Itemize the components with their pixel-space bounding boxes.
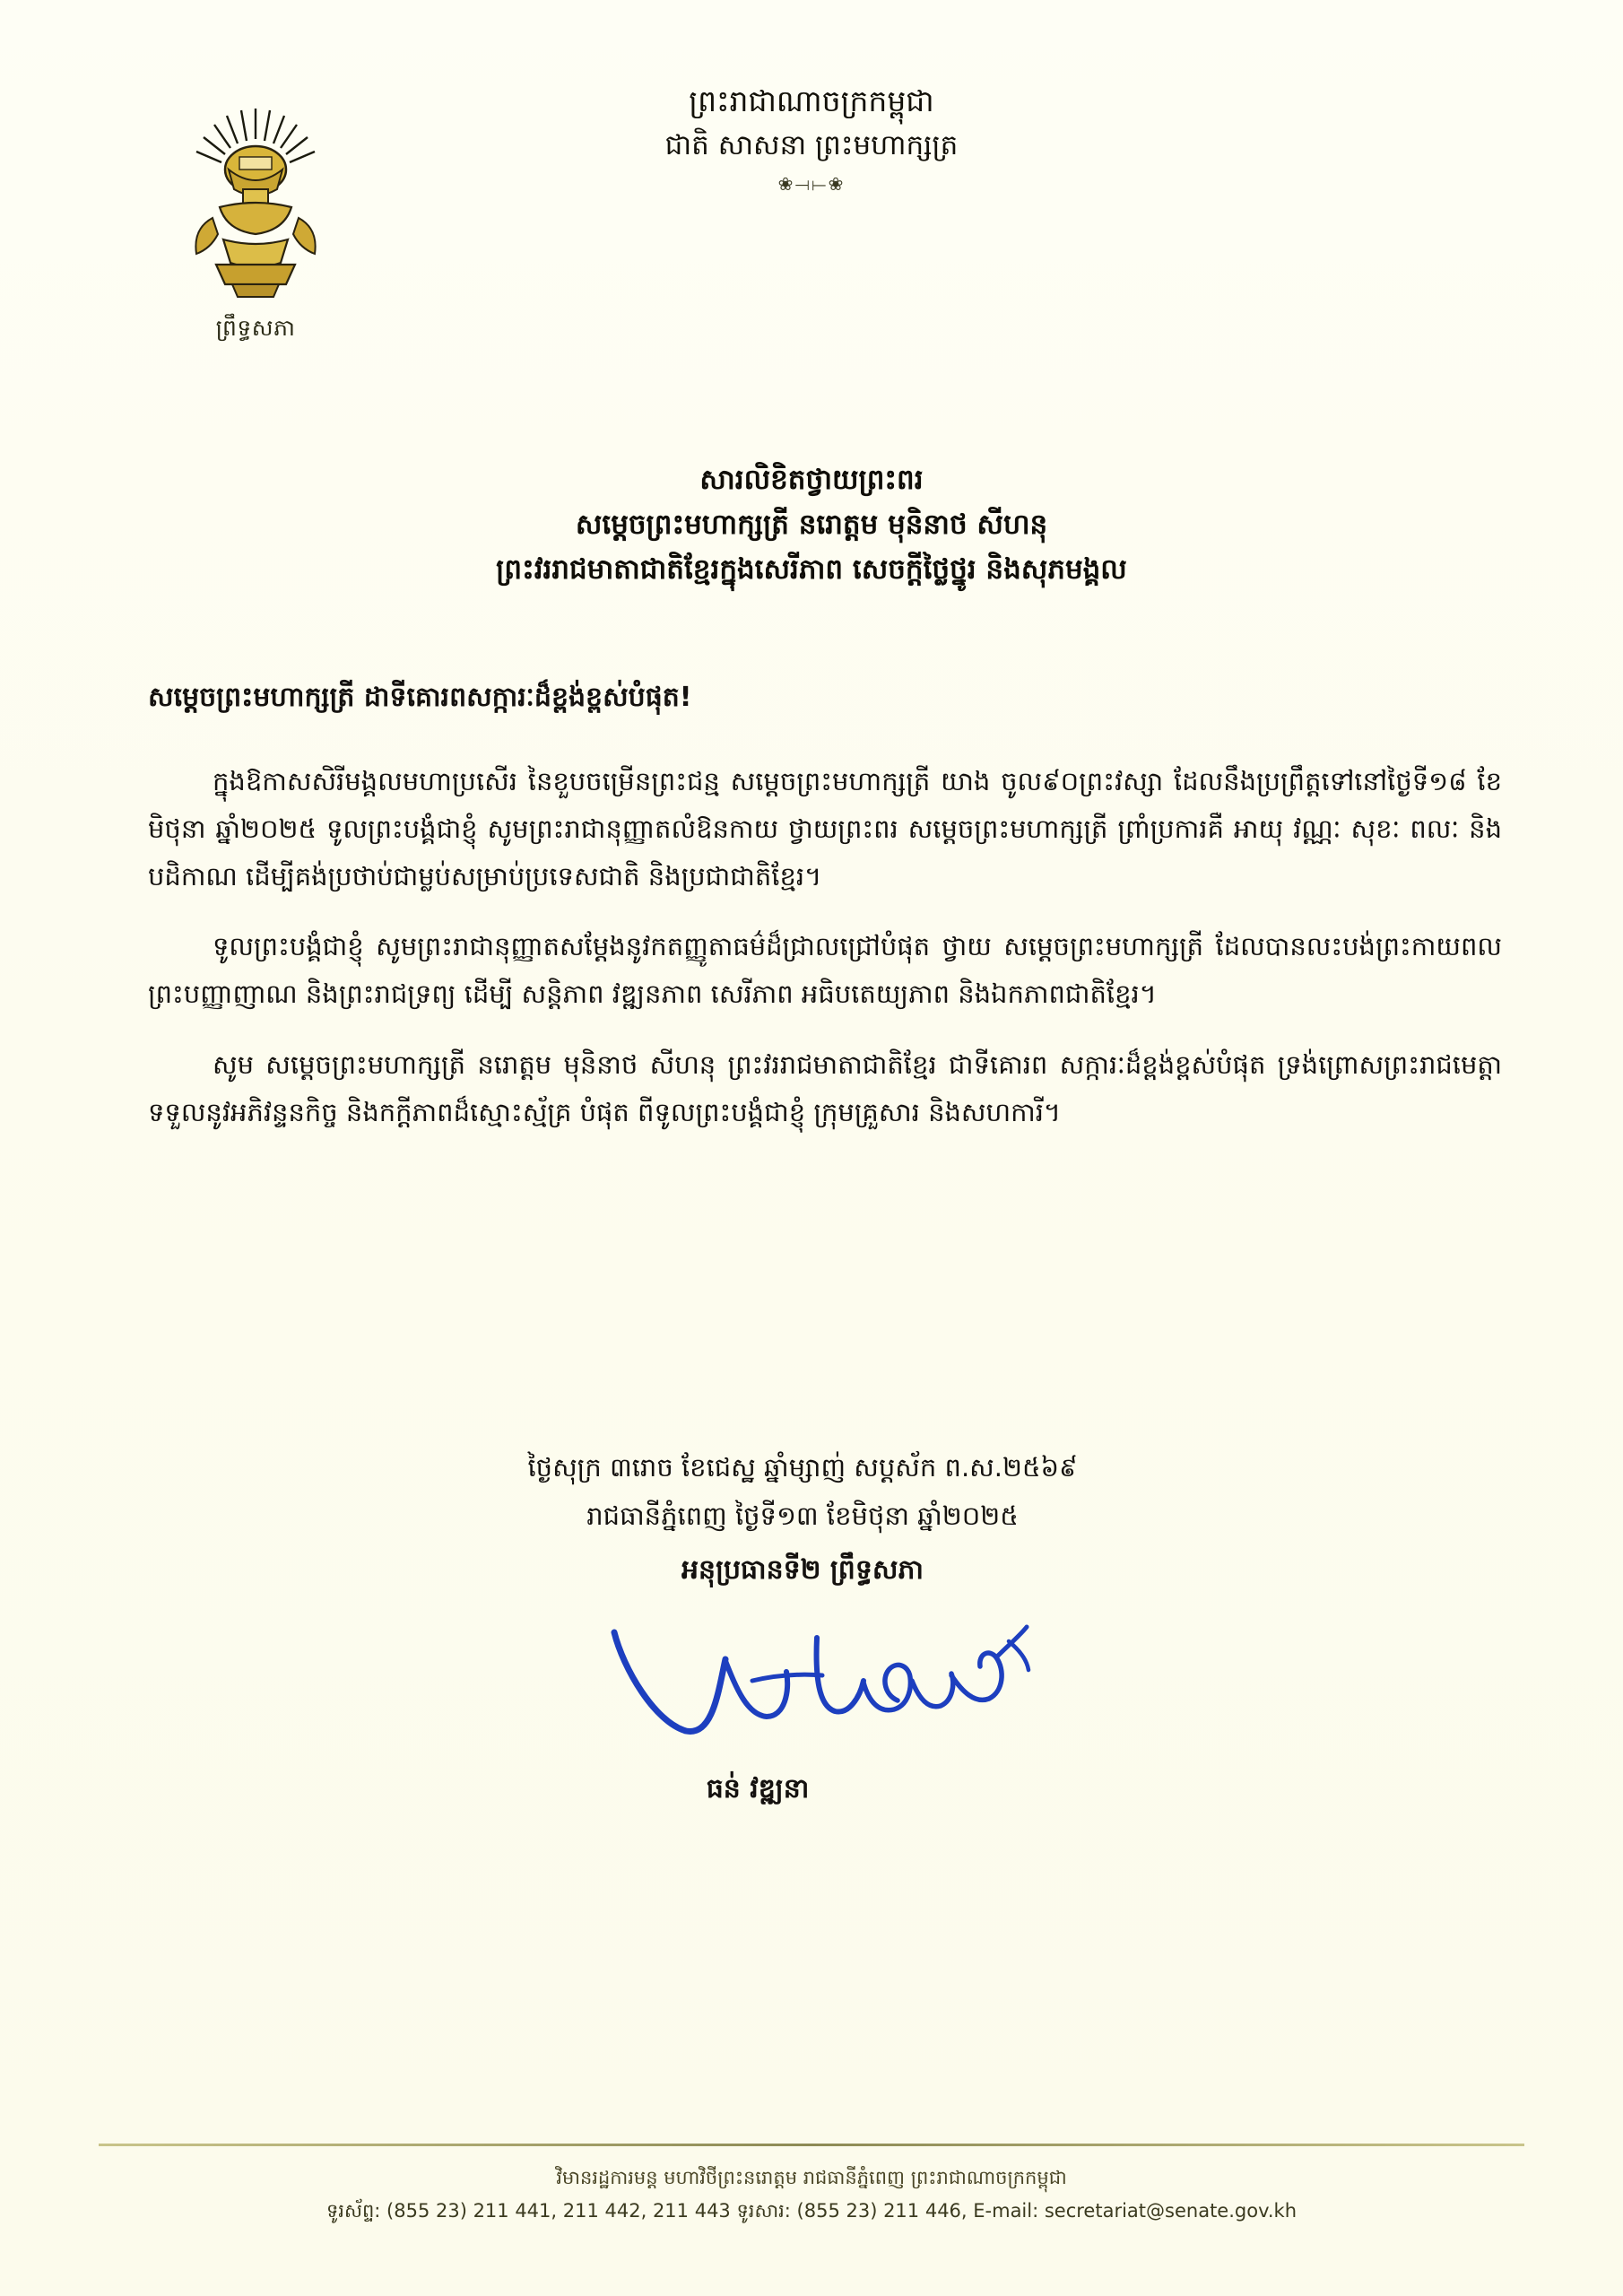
body-paragraph: ទូលព្រះបង្គំជាខ្ញុំ សូមព្រះរាជានុញ្ញាតសម្ដែងនូវកតញ្ញូតាធម៌ដ៏ជ្រាលជ្រៅបំផុត ថ្វាយ សម្ដេចព្រះមហាក្សត្រី ដែលបានលះបង់ព្រះកាយពល ព្រះបញ្ញាញាណ និងព្រះរាជទ្រព្យ ដើម្បី សន្តិភាព វឌ្ឍនភាព សេរីភាព អធិបតេយ្យភាព និងឯកភាពជាតិខ្មែរ។ — [148, 931, 1502, 1010]
signer-name: ធន់ វឌ្ឍនា — [706, 1773, 810, 1805]
kingdom-line1: ព្រះរាជាណាចក្រកម្ពុជា — [689, 83, 934, 118]
salutation: សម្ដេចព្រះមហាក្សត្រី ដាទីគោរពសក្ការៈដ៏ខ្ពង់ខ្ពស់បំផុត! — [148, 682, 692, 713]
document-body — [148, 758, 1502, 1159]
title-line-3: ព្រះវររាជមាតាជាតិខ្មែរក្នុងសេរីភាព សេចក្ដីថ្លៃថ្នូរ និងសុភមង្គល — [496, 553, 1127, 587]
footer-divider — [99, 2144, 1524, 2146]
footer-address: វិមានរដ្ឋការមន្ត មហាវិថីព្រះនរោត្តម រាជធានីភ្នំពេញ ព្រះរាជាណាចក្រកម្ពុជា — [556, 2167, 1067, 2188]
footer-block — [99, 2161, 1524, 2228]
body-paragraph: សូម សម្ដេចព្រះមហាក្សត្រី នរោត្តម មុនិនាថ សីហនុ ព្រះវររាជមាតាជាតិខ្មែរ ជាទីគោរព សក្ការៈដ៏ខ្ពង់ខ្ពស់បំផុត ទ្រង់ព្រោសព្រះរាជមេត្តាទទួលនូវអភិវន្ទនកិច្ច និងកក្តីភាពដ៏ស្មោះស្ម័គ្រ បំផុត ពីទូលព្រះបង្គំជាខ្ញុំ ក្រុមគ្រួសារ និងសហការី។ — [148, 1048, 1502, 1127]
title-line-1: សារលិខិតថ្វាយព្រះពរ — [699, 464, 924, 496]
signature-vathana-icon — [560, 1605, 1063, 1758]
emblem-caption: ព្រឹទ្ធសភា — [215, 315, 296, 341]
kingdom-heading — [0, 79, 1623, 195]
kingdom-line2: ជាតិ សាសនា ព្រះមហាក្សត្រ — [664, 128, 959, 161]
title-line-2: សម្ដេចព្រះមហាក្សត្រី នរោត្តម មុនិនាថ សីហនុ — [575, 509, 1048, 542]
document-title — [108, 457, 1515, 593]
body-paragraph: ក្នុងឱកាសសិរីមង្គលមហាប្រសើរ នៃខួបចម្រើនព្រះជន្ម សម្ដេចព្រះមហាក្សត្រី យាង ចូល៩០ព្រះវស្សា ដែលនឹងប្រព្រឹត្តទៅនៅថ្ងៃទី១៨ ខែមិថុនា ឆ្នាំ២០២៥ ទូលព្រះបង្គំជាខ្ញុំ សូមព្រះរាជានុញ្ញាតលំឱនកាយ ថ្វាយព្រះពរ សម្ដេចព្រះមហាក្សត្រី ព្រាំប្រការគឺ អាយុ វណ្ណៈ សុខៈ ពលៈ និងបដិកាណ ដើម្បីគង់ប្រថាប់ជាម្លប់សម្រាប់ប្រទេសជាតិ និងប្រជាជាតិខ្មែរ។ — [148, 766, 1502, 891]
date-khmer: ថ្ងៃសុក្រ ៣រោច ខែជេស្ឋ ឆ្នាំម្សាញ់ សប្តស័ក ព.ស.២៥៦៩ — [527, 1452, 1078, 1483]
ornament-divider: ❀⟞⟝❀ — [777, 173, 846, 196]
footer-contact: ទូរស័ព្ទ: (855 23) 211 441, 211 442, 211 443 ទូរសារ: (855 23) 211 446, E-mail: secretariat@senate.gov.kh — [325, 2199, 1298, 2222]
signer-role: អនុប្រធានទី២ ព្រឹទ្ធសភា — [681, 1554, 924, 1587]
closing-block — [108, 1444, 1497, 1596]
date-place: រាជធានីភ្នំពេញ ថ្ងៃទី១៣ ខែមិថុនា ឆ្នាំ២០២៥ — [586, 1500, 1019, 1531]
